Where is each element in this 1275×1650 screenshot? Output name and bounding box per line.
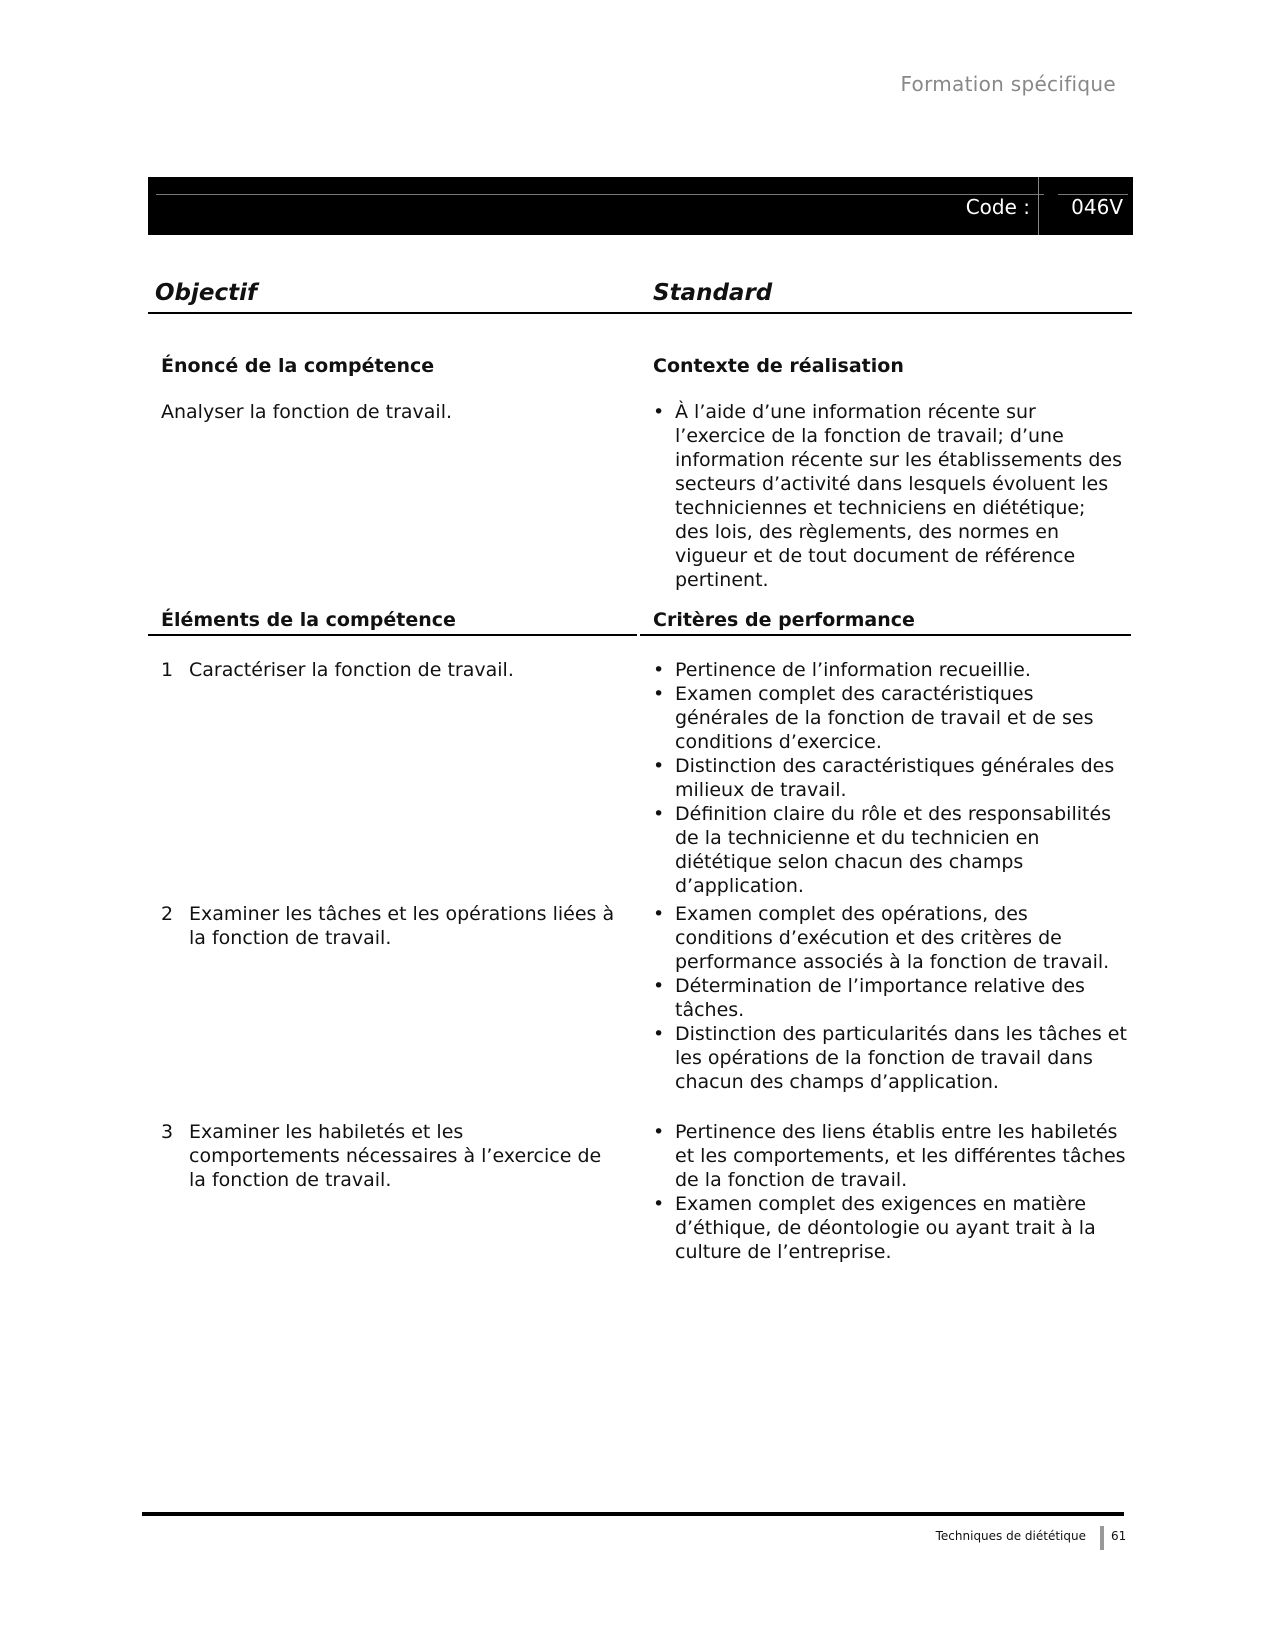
criteria-list: [653, 902, 1128, 1094]
footer-rule: [142, 1512, 1124, 1516]
heading-rule: [148, 312, 1132, 314]
criteria-list: [653, 1120, 1128, 1264]
element-number: 2: [161, 903, 174, 925]
element-number: 1: [161, 659, 174, 681]
criterion: • Distinction des particularités dans les tâches et les opérations de la fonction de travail dans chacun des champs d’application.: [653, 1022, 1128, 1094]
criterion: • Distinction des caractéristiques générales des milieux de travail.: [653, 754, 1128, 802]
objectif-heading: Objectif: [155, 280, 258, 306]
criterion: • Pertinence des liens établis entre les habiletés et les comportements, et les différentes tâches de la fonction de travail.: [653, 1120, 1128, 1192]
banner-rule: [156, 194, 1044, 195]
elements-heading: Éléments de la compétence: [161, 609, 456, 631]
contexte-bullet: • À l’aide d’une information récente sur l’exercice de la fonction de travail; d’une information récente sur les établissements des secteurs d’activité dans lesquels évoluent les techniciennes et techniciens en diététique; des lois, des règlements, des normes en vigueur et de tout document de référence pertinent.: [653, 400, 1123, 592]
banner-separator: [1038, 177, 1039, 235]
enonce-text: Analyser la fonction de travail.: [161, 401, 453, 423]
contexte-heading: Contexte de réalisation: [653, 355, 904, 377]
element-text: Examiner les tâches et les opérations liées à la fonction de travail.: [189, 903, 615, 949]
criterion: • Définition claire du rôle et des responsabilités de la technicienne et du technicien en diététique selon chacun des champs d’application.: [653, 802, 1128, 898]
code-banner: [148, 177, 1133, 235]
footer-separator: [1100, 1526, 1104, 1550]
criterion: • Examen complet des exigences en matière d’éthique, de déontologie ou ayant trait à la culture de l’entreprise.: [653, 1192, 1128, 1264]
criteres-heading: Critères de performance: [653, 609, 915, 631]
element-text: Caractériser la fonction de travail.: [189, 659, 514, 681]
contexte-list: [653, 400, 1123, 592]
standard-heading: Standard: [653, 280, 773, 306]
criterion: • Pertinence de l’information recueillie.: [653, 658, 1128, 682]
element-text: Examiner les habiletés et les comportements nécessaires à l’exercice de la fonction de travail.: [189, 1121, 602, 1191]
code-label: Code :: [965, 195, 1030, 219]
enonce-heading: Énoncé de la compétence: [161, 355, 435, 377]
criterion: • Détermination de l’importance relative des tâches.: [653, 974, 1128, 1022]
code-value: 046V: [1071, 195, 1123, 219]
criterion: • Examen complet des caractéristiques générales de la fonction de travail et de ses conditions d’exercice.: [653, 682, 1128, 754]
criterion: • Examen complet des opérations, des conditions d’exécution et des critères de performance associés à la fonction de travail.: [653, 902, 1128, 974]
elements-rule: [148, 634, 637, 636]
page-number: 61: [1111, 1529, 1127, 1543]
element-number: 3: [161, 1121, 174, 1143]
criteria-list: [653, 658, 1128, 898]
running-header: Formation spécifique: [900, 72, 1116, 96]
criteres-rule: [640, 634, 1131, 636]
footer-title: Techniques de diététique: [935, 1529, 1086, 1543]
